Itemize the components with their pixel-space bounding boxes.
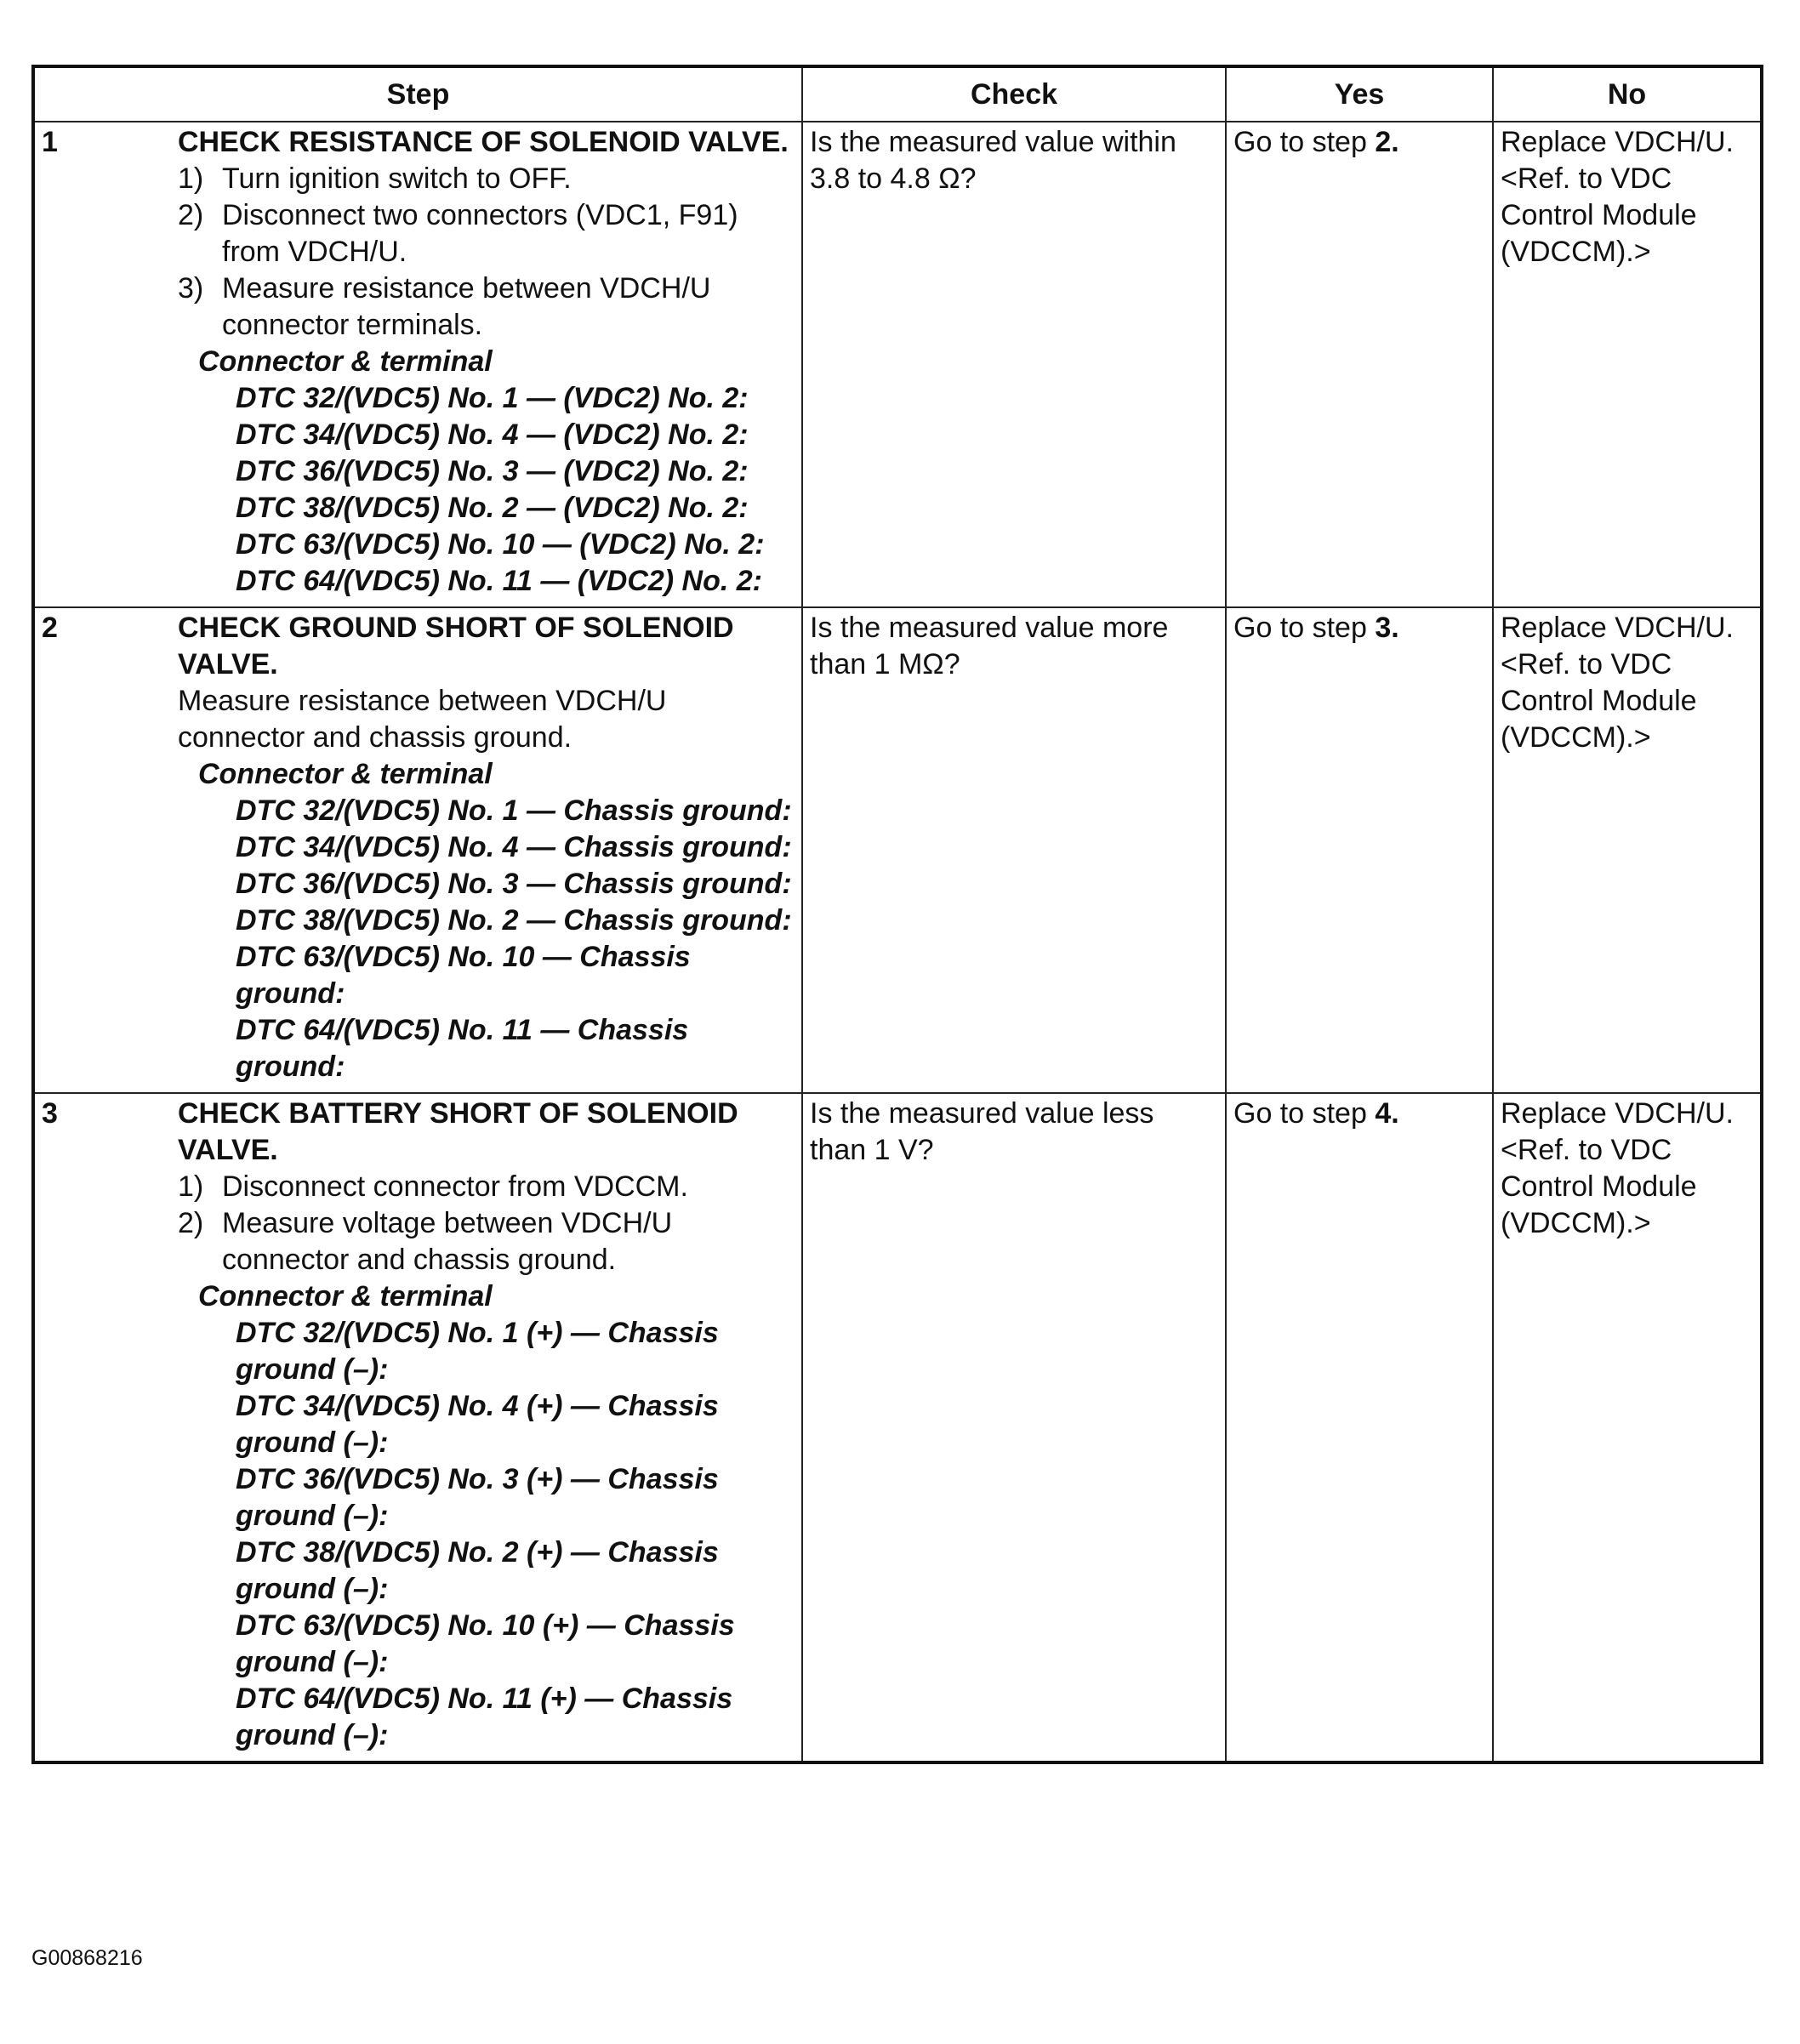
header-check: Check	[802, 66, 1226, 122]
terminal-item: DTC 64/(VDC5) No. 11 — (VDC2) No. 2:	[236, 565, 763, 597]
terminal-item: DTC 63/(VDC5) No. 10 — Chassis ground:	[236, 941, 691, 1010]
header-no: No	[1493, 66, 1762, 122]
step-heading: CHECK RESISTANCE OF SOLENOID VALVE.	[178, 126, 789, 158]
instruction-item	[178, 1169, 795, 1205]
step-number: 3	[42, 1097, 58, 1130]
instruction-text: Measure resistance between VDCH/U connector terminals.	[222, 272, 711, 341]
check-cell: Is the measured value more than 1 MΩ?	[802, 607, 1226, 1093]
header-yes: Yes	[1226, 66, 1493, 122]
instruction-text: Measure voltage between VDCH/U connector and chassis ground.	[222, 1207, 673, 1276]
yes-step-number: 2.	[1375, 126, 1399, 158]
step-heading: CHECK GROUND SHORT OF SOLENOID VALVE.	[178, 612, 734, 680]
terminal-item: DTC 38/(VDC5) No. 2 — Chassis ground:	[236, 904, 792, 937]
step-number: 2	[42, 612, 58, 644]
connector-terminal-title: Connector & terminal	[198, 345, 493, 378]
step-body	[178, 1096, 801, 1754]
terminal-item: DTC 32/(VDC5) No. 1 (+) — Chassis ground (–):	[236, 1317, 719, 1386]
instruction-number: 1)	[178, 1170, 204, 1203]
step-cell	[33, 1093, 802, 1762]
yes-prefix: Go to step	[1233, 612, 1376, 644]
table-row	[33, 1093, 1762, 1762]
step-wrap	[35, 1096, 801, 1754]
no-cell: Replace VDCH/U. <Ref. to VDC Control Module (VDCCM).>	[1493, 122, 1762, 607]
yes-cell	[1226, 1093, 1493, 1762]
instruction-number: 2)	[178, 199, 204, 231]
step-wrap	[35, 610, 801, 1085]
instruction-number: 3)	[178, 272, 204, 305]
instruction-item	[178, 1205, 795, 1278]
diagnostic-table	[31, 65, 1763, 1764]
terminal-item: DTC 34/(VDC5) No. 4 — Chassis ground:	[236, 831, 792, 863]
step-body	[178, 124, 801, 600]
header-step: Step	[33, 66, 802, 122]
yes-prefix: Go to step	[1233, 1097, 1376, 1130]
yes-prefix: Go to step	[1233, 126, 1376, 158]
yes-cell	[1226, 122, 1493, 607]
terminal-item: DTC 63/(VDC5) No. 10 — (VDC2) No. 2:	[236, 528, 765, 561]
instruction-item	[178, 270, 795, 344]
terminal-item: DTC 34/(VDC5) No. 4 — (VDC2) No. 2:	[236, 418, 749, 451]
terminal-item: DTC 64/(VDC5) No. 11 (+) — Chassis ground (–):	[236, 1682, 733, 1751]
instruction-item	[178, 161, 795, 197]
yes-step-number: 4.	[1375, 1097, 1399, 1130]
no-cell: Replace VDCH/U. <Ref. to VDC Control Module (VDCCM).>	[1493, 1093, 1762, 1762]
step-cell	[33, 122, 802, 607]
table-row	[33, 607, 1762, 1093]
step-heading: CHECK BATTERY SHORT OF SOLENOID VALVE.	[178, 1097, 738, 1166]
step-number: 1	[42, 126, 58, 158]
connector-terminal-title: Connector & terminal	[198, 1280, 493, 1312]
instruction-number: 1)	[178, 162, 204, 195]
step-body	[178, 610, 801, 1085]
instruction-text: Disconnect connector from VDCCM.	[222, 1170, 688, 1203]
table-header-row	[33, 66, 1762, 122]
terminal-item: DTC 38/(VDC5) No. 2 (+) — Chassis ground (–):	[236, 1536, 719, 1605]
terminal-item: DTC 63/(VDC5) No. 10 (+) — Chassis ground (–):	[236, 1609, 735, 1678]
instruction-number: 2)	[178, 1207, 204, 1239]
step-cell	[33, 607, 802, 1093]
terminal-item: DTC 38/(VDC5) No. 2 — (VDC2) No. 2:	[236, 492, 749, 524]
terminal-item: DTC 32/(VDC5) No. 1 — Chassis ground:	[236, 794, 792, 827]
figure-code: G00868216	[31, 1946, 143, 1970]
step-intro: Measure resistance between VDCH/U connector and chassis ground.	[178, 685, 667, 754]
instruction-item	[178, 197, 795, 270]
instruction-text: Disconnect two connectors (VDC1, F91) from VDCH/U.	[222, 199, 738, 268]
step-wrap	[35, 124, 801, 600]
yes-step-number: 3.	[1375, 612, 1399, 644]
connector-terminal-title: Connector & terminal	[198, 758, 493, 790]
no-cell: Replace VDCH/U. <Ref. to VDC Control Module (VDCCM).>	[1493, 607, 1762, 1093]
instruction-text: Turn ignition switch to OFF.	[222, 162, 572, 195]
check-cell: Is the measured value within 3.8 to 4.8 Ω?	[802, 122, 1226, 607]
check-cell: Is the measured value less than 1 V?	[802, 1093, 1226, 1762]
terminal-item: DTC 36/(VDC5) No. 3 (+) — Chassis ground (–):	[236, 1463, 719, 1532]
terminal-item: DTC 34/(VDC5) No. 4 (+) — Chassis ground (–):	[236, 1390, 719, 1459]
terminal-item: DTC 36/(VDC5) No. 3 — Chassis ground:	[236, 868, 792, 900]
terminal-item: DTC 64/(VDC5) No. 11 — Chassis ground:	[236, 1014, 689, 1083]
yes-cell	[1226, 607, 1493, 1093]
table-body	[33, 122, 1762, 1762]
terminal-item: DTC 36/(VDC5) No. 3 — (VDC2) No. 2:	[236, 455, 749, 487]
table-row	[33, 122, 1762, 607]
terminal-item: DTC 32/(VDC5) No. 1 — (VDC2) No. 2:	[236, 382, 749, 414]
